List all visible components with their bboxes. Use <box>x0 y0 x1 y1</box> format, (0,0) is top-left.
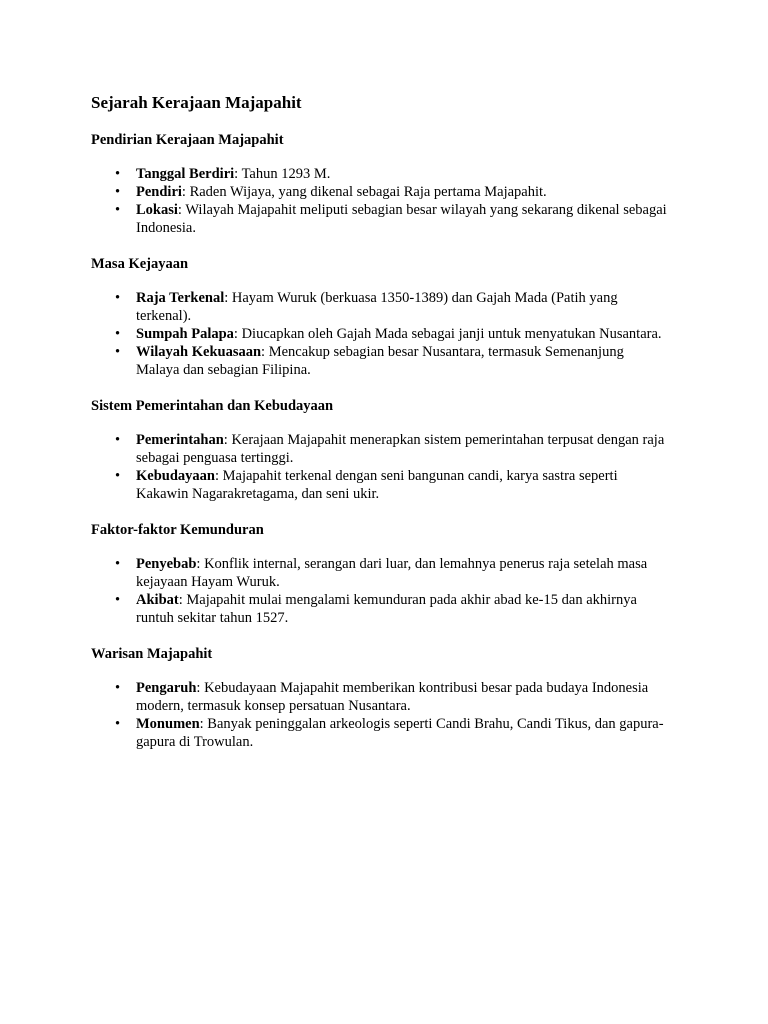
list-item <box>136 431 668 467</box>
document-title: Sejarah Kerajaan Majapahit <box>91 93 302 112</box>
item-term: Wilayah Kekuasaan <box>136 344 262 360</box>
item-term: Pemerintahan <box>136 432 224 448</box>
item-text: : Majapahit mulai mengalami kemunduran pada akhir abad ke-15 dan akhirnya runtuh sekitar tahun 1527. <box>136 592 637 626</box>
item-term: Pendiri <box>136 184 182 200</box>
item-term: Penyebab <box>136 556 197 572</box>
bullet-list <box>91 679 668 751</box>
item-text: : Konflik internal, serangan dari luar, dan lemahnya penerus raja setelah masa kejayaan Hayam Wuruk. <box>136 556 648 590</box>
section-heading: Masa Kejayaan <box>91 256 189 272</box>
item-term: Pengaruh <box>136 680 197 696</box>
list-item <box>136 201 668 237</box>
item-text: : Banyak peninggalan arkeologis seperti Candi Brahu, Candi Tikus, dan gapura-gapura di Trowulan. <box>136 716 664 750</box>
list-item <box>136 289 668 325</box>
item-term: Raja Terkenal <box>136 290 225 306</box>
bullet-list <box>91 431 668 503</box>
section-heading: Faktor-faktor Kemunduran <box>91 522 264 538</box>
item-text: : Diucapkan oleh Gajah Mada sebagai janji untuk menyatukan Nusantara. <box>233 326 662 342</box>
item-term: Kebudayaan <box>136 468 215 484</box>
list-item <box>136 467 668 503</box>
bullet-list <box>91 289 668 379</box>
list-item <box>136 555 668 591</box>
section-heading: Pendirian Kerajaan Majapahit <box>91 132 284 148</box>
list-item <box>136 183 668 201</box>
list-item <box>136 679 668 715</box>
item-term: Lokasi <box>136 202 178 218</box>
list-item <box>136 715 668 751</box>
item-term: Sumpah Palapa <box>136 326 234 342</box>
item-text: : Kerajaan Majapahit menerapkan sistem pemerintahan terpusat dengan raja sebagai penguasa tertinggi. <box>136 432 665 466</box>
list-item <box>136 165 668 183</box>
list-item <box>136 325 668 343</box>
list-item <box>136 591 668 627</box>
section-heading: Warisan Majapahit <box>91 646 213 662</box>
item-text: : Tahun 1293 M. <box>234 166 331 182</box>
section-heading: Sistem Pemerintahan dan Kebudayaan <box>91 398 334 414</box>
item-text: : Hayam Wuruk (berkuasa 1350-1389) dan Gajah Mada (Patih yang terkenal). <box>136 290 618 324</box>
item-text: : Majapahit terkenal dengan seni bangunan candi, karya sastra seperti Kakawin Nagarakretagama, dan seni ukir. <box>136 468 618 502</box>
list-item <box>136 343 668 379</box>
bullet-list <box>91 555 668 627</box>
bullet-list <box>91 165 668 237</box>
item-text: : Raden Wijaya, yang dikenal sebagai Raja pertama Majapahit. <box>181 184 547 200</box>
item-term: Monumen <box>136 716 200 732</box>
item-term: Tanggal Berdiri <box>136 166 235 182</box>
item-text: : Mencakup sebagian besar Nusantara, termasuk Semenanjung Malaya dan sebagian Filipina. <box>136 344 624 378</box>
item-text: : Wilayah Majapahit meliputi sebagian besar wilayah yang sekarang dikenal sebagai Indonesia. <box>136 202 667 236</box>
item-text: : Kebudayaan Majapahit memberikan kontribusi besar pada budaya Indonesia modern, termasuk konsep persatuan Nusantara. <box>136 680 649 714</box>
item-term: Akibat <box>136 592 179 608</box>
